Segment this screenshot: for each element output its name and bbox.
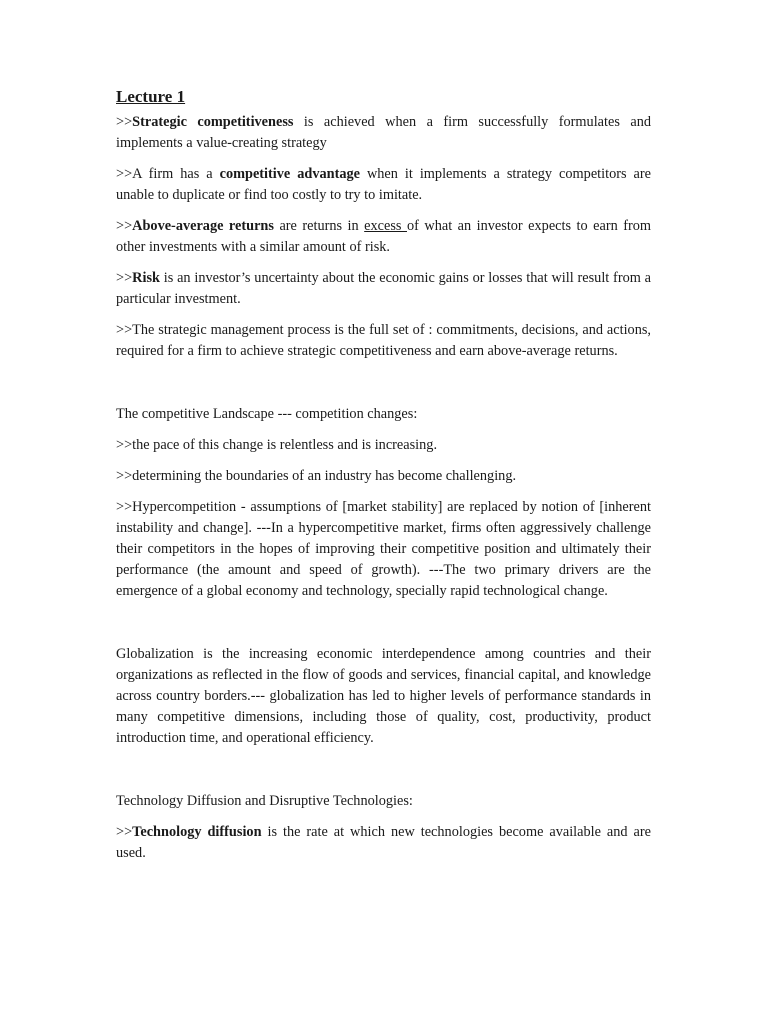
text-run: >> (116, 114, 133, 130)
paragraph (116, 164, 651, 206)
bold-term: Risk (132, 270, 160, 286)
paragraph (116, 497, 651, 602)
text-run: Globalization is the increasing economic interdependence among countries and their organizations as reflected in the flow of goods and services, financial capital, and knowledge across country borders.--- globalization has led to higher levels of performance standards in many competitive dimensions, including those of quality, cost, productivity, product introduction time, and operational efficiency. (116, 646, 651, 746)
text-run: is an investor’s uncertainty about the economic gains or losses that will result from a particular investment. (116, 270, 651, 307)
paragraph (116, 112, 651, 154)
text-run: >>Hypercompetition - assumptions of [market stability] are replaced by notion of [inherent instability and change]. ---In a hypercompetitive market, firms often aggressively challenge their competitors in the hopes of improving their competitive position and ultimately their performance (the amount and speed of growth). ---The two primary drivers are the emergence of a global economy and technology, specially rapid technological change. (116, 499, 651, 599)
bold-term: Above-average returns (132, 218, 274, 234)
bold-term: Technology diffusion (132, 824, 262, 840)
text-run: of what an investor expects to earn from other investments with a similar amount of risk. (116, 218, 652, 255)
text-run: The competitive Landscape --- competition changes: (116, 406, 418, 422)
text-run: >>the pace of this change is relentless and is increasing. (116, 437, 438, 453)
text-run: Technology Diffusion and Disruptive Technologies: (116, 793, 413, 809)
text-run: is the rate at which new technologies become available and are used. (116, 824, 651, 861)
text-run: >> (116, 824, 133, 840)
paragraph (116, 822, 651, 864)
lecture-title: Lecture 1 (116, 87, 186, 106)
text-run: >> (116, 218, 133, 234)
paragraph (116, 268, 651, 310)
paragraph (116, 404, 651, 425)
paragraph (116, 216, 651, 258)
document-body (116, 112, 651, 864)
paragraph (116, 435, 651, 456)
paragraph (116, 791, 651, 812)
text-run: are returns in (273, 218, 365, 234)
bold-term: Strategic competitiveness (132, 114, 294, 130)
document-page (116, 86, 651, 864)
paragraph (116, 466, 651, 487)
text-run: is achieved when a firm successfully formulates and implements a value-creating strategy (116, 114, 651, 151)
text-run: >>A firm has a (116, 166, 220, 182)
text-run: >>determining the boundaries of an industry has become challenging. (116, 468, 517, 484)
text-run: >> (116, 270, 133, 286)
text-run: >>The strategic management process is the full set of : commitments, decisions, and actions, required for a firm to achieve strategic competitiveness and earn above-average returns. (116, 322, 651, 359)
underlined-text: excess (364, 218, 407, 234)
paragraph (116, 644, 651, 749)
paragraph (116, 320, 651, 362)
bold-term: competitive advantage (219, 166, 360, 182)
text-run: when it implements a strategy competitors are unable to duplicate or find too costly to try to imitate. (116, 166, 651, 203)
